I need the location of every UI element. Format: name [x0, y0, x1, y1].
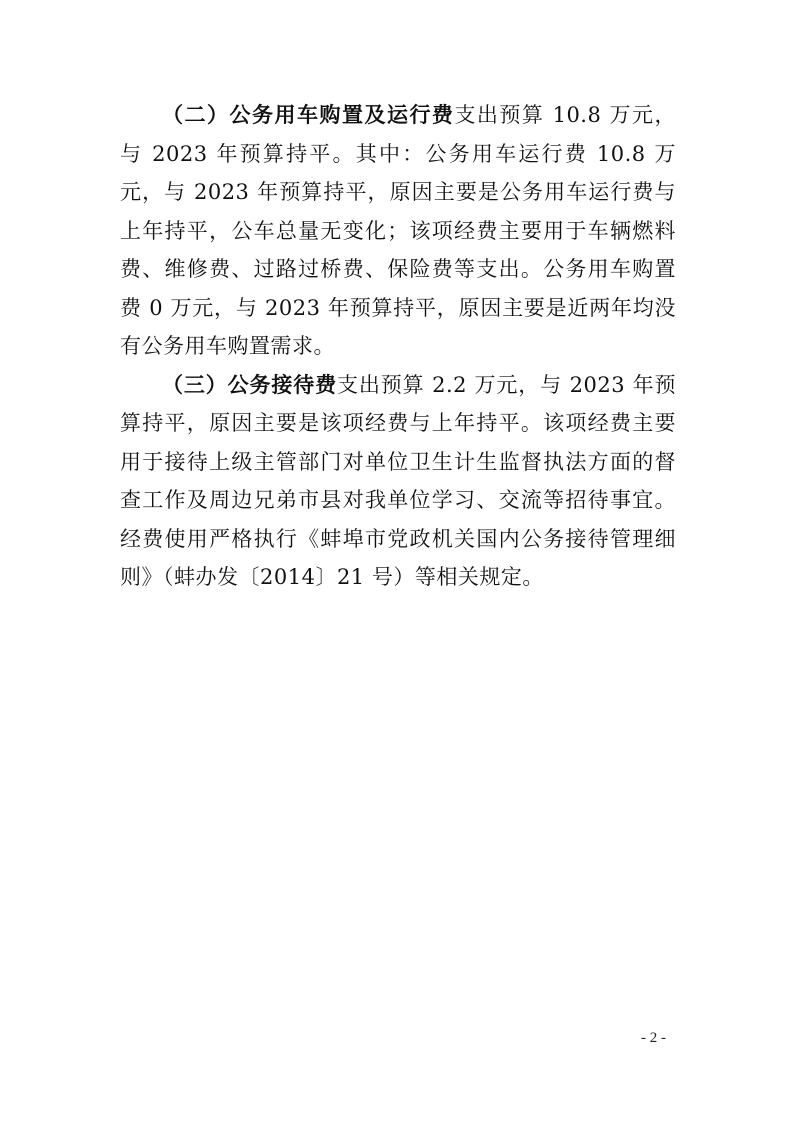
section-heading-reception-costs: （三）公务接待费 — [162, 372, 338, 397]
page-number: - 2 - — [641, 1030, 666, 1046]
section-heading-vehicle-costs: （二）公务用车购置及运行费 — [162, 103, 455, 127]
section-body-vehicle-costs: 支出预算 10.8 万元，与 2023 年预算持平。其中：公务用车运行费 10.8 万元，与 2023 年预算持平，原因主要是公务用车运行费与上年持平，公车总量无变化；该项经费主要用于车辆燃料费、维修费、过路过桥费、保险费等支出。公务用车购置费 0 万元，与 2023 年预算持平，原因主要是近两年均没有公务用车购置需求。 — [120, 103, 677, 358]
paragraph-vehicle-costs — [120, 96, 676, 366]
document-body — [120, 96, 676, 597]
section-body-reception-costs: 支出预算 2.2 万元，与 2023 年预算持平，原因主要是该项经费与上年持平。该项经费主要用于接待上级主管部门对单位卫生计生监督执法方面的督查工作及周边兄弟市县对我单位学习、交流等招待事宜。经费使用严格执行《蚌埠市党政机关国内公务接待管理细则》（蚌办发〔2014〕21 号）等相关规定。 — [120, 372, 676, 589]
paragraph-reception-costs — [120, 366, 676, 597]
